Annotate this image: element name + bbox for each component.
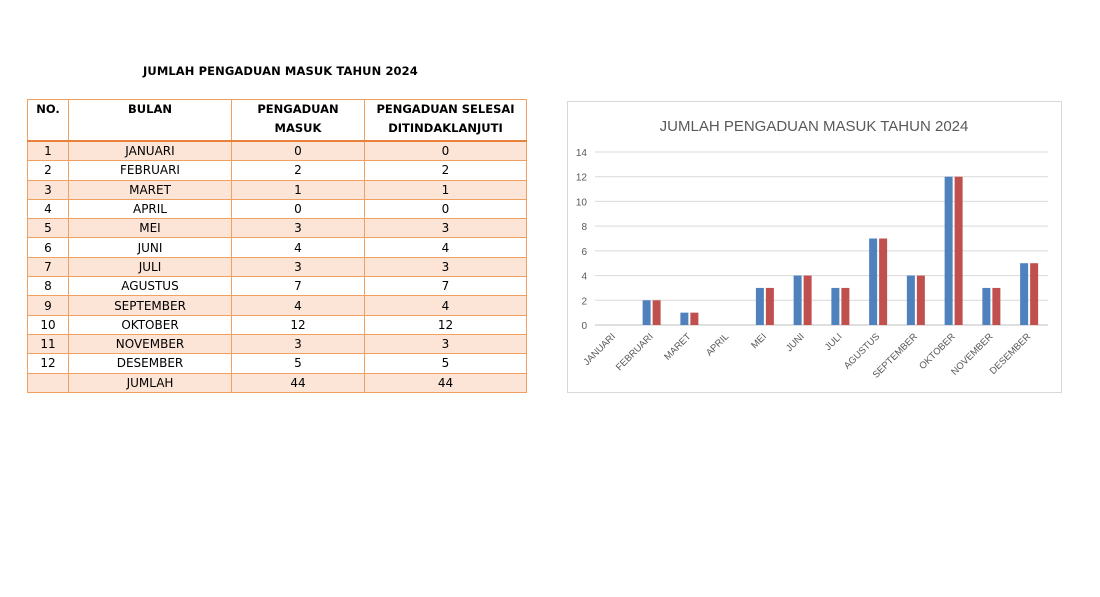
bar-series-2: [917, 276, 925, 325]
y-tick-label: 12: [575, 172, 587, 184]
cell-bulan: FEBRUARI: [69, 161, 232, 180]
cell-no: 5: [28, 219, 69, 238]
bar-series-1: [680, 313, 688, 325]
table-row: [28, 238, 527, 257]
header-selesai: PENGADUAN SELESAI DITINDAKLANJUTI: [365, 100, 527, 142]
x-tick-label: JULI: [822, 331, 845, 353]
cell-bulan: SEPTEMBER: [69, 296, 232, 315]
total-label: JUMLAH: [69, 373, 232, 392]
chart-svg: [568, 102, 1061, 392]
complaints-table: [27, 99, 527, 393]
cell-selesai: 2: [365, 161, 527, 180]
header-masuk: PENGADUAN MASUK: [232, 100, 365, 142]
cell-no: 9: [28, 296, 69, 315]
x-tick-label: MEI: [749, 331, 769, 352]
total-masuk: 44: [232, 373, 365, 392]
cell-masuk: 3: [232, 334, 365, 353]
cell-no: 1: [28, 141, 69, 161]
cell-no: 12: [28, 354, 69, 373]
cell-bulan: JUNI: [69, 238, 232, 257]
cell-bulan: JANUARI: [69, 141, 232, 161]
cell-bulan: DESEMBER: [69, 354, 232, 373]
x-tick-label: FEBRUARI: [613, 331, 656, 374]
y-tick-label: 6: [581, 246, 587, 258]
bar-series-1: [945, 177, 953, 325]
bar-series-2: [690, 313, 698, 325]
y-tick-label: 14: [575, 148, 587, 159]
table-title: JUMLAH PENGADUAN MASUK TAHUN 2024: [143, 64, 418, 78]
cell-masuk: 7: [232, 277, 365, 296]
bar-series-2: [955, 177, 963, 325]
cell-bulan: MARET: [69, 180, 232, 199]
cell-masuk: 2: [232, 161, 365, 180]
x-tick-label: OKTOBER: [917, 331, 958, 372]
header-bulan: BULAN: [69, 100, 232, 142]
cell-masuk: 4: [232, 238, 365, 257]
table-row: [28, 354, 527, 373]
cell-selesai: 4: [365, 238, 527, 257]
table-row: [28, 334, 527, 353]
x-tick-label: APRIL: [704, 331, 732, 359]
cell-masuk: 5: [232, 354, 365, 373]
table-header-row: [28, 100, 527, 142]
cell-selesai: 3: [365, 334, 527, 353]
table-row: [28, 141, 527, 161]
bar-series-1: [643, 300, 651, 325]
cell-selesai: 0: [365, 141, 527, 161]
bar-series-2: [766, 288, 774, 325]
bar-series-1: [1020, 263, 1028, 325]
cell-bulan: JULI: [69, 257, 232, 276]
cell-selesai: 4: [365, 296, 527, 315]
cell-bulan: NOVEMBER: [69, 334, 232, 353]
x-tick-label: NOVEMBER: [949, 331, 996, 378]
cell-masuk: 12: [232, 315, 365, 334]
table-row: [28, 315, 527, 334]
x-tick-label: DESEMBER: [987, 331, 1034, 377]
bar-series-2: [653, 300, 661, 325]
y-tick-label: 8: [581, 222, 587, 234]
cell-selesai: 3: [365, 219, 527, 238]
bar-series-1: [869, 239, 877, 326]
cell-bulan: MEI: [69, 219, 232, 238]
bar-series-2: [992, 288, 1000, 325]
table-row: [28, 277, 527, 296]
y-tick-label: 10: [575, 197, 587, 209]
header-no: NO.: [28, 100, 69, 142]
cell-selesai: 1: [365, 180, 527, 199]
cell-masuk: 0: [232, 199, 365, 218]
table-row: [28, 296, 527, 315]
bar-series-1: [831, 288, 839, 325]
cell-no: 11: [28, 334, 69, 353]
cell-masuk: 4: [232, 296, 365, 315]
y-tick-label: 0: [581, 321, 587, 332]
cell-masuk: 1: [232, 180, 365, 199]
bar-series-2: [804, 276, 812, 325]
cell-masuk: 0: [232, 141, 365, 161]
cell-bulan: AGUSTUS: [69, 277, 232, 296]
cell-selesai: 0: [365, 199, 527, 218]
cell-no: 6: [28, 238, 69, 257]
table-row: [28, 199, 527, 218]
bar-series-1: [794, 276, 802, 325]
x-tick-label: JUNI: [784, 331, 807, 355]
cell-selesai: 3: [365, 257, 527, 276]
table-row: [28, 180, 527, 199]
cell-masuk: 3: [232, 257, 365, 276]
table-row: [28, 161, 527, 180]
cell-no: 10: [28, 315, 69, 334]
cell-masuk: 3: [232, 219, 365, 238]
cell-bulan: APRIL: [69, 199, 232, 218]
total-selesai: 44: [365, 373, 527, 392]
bar-series-2: [841, 288, 849, 325]
table-row: [28, 219, 527, 238]
total-row: [28, 373, 527, 392]
x-tick-label: AGUSTUS: [841, 331, 883, 372]
chart-title: JUMLAH PENGADUAN MASUK TAHUN 2024: [659, 118, 969, 135]
table-row: [28, 257, 527, 276]
cell-selesai: 5: [365, 354, 527, 373]
x-tick-label: JANUARI: [581, 331, 618, 368]
y-tick-label: 2: [581, 296, 587, 308]
cell-bulan: OKTOBER: [69, 315, 232, 334]
bar-series-2: [879, 239, 887, 326]
cell-no: 4: [28, 199, 69, 218]
cell-no: 7: [28, 257, 69, 276]
cell-no: 2: [28, 161, 69, 180]
x-tick-label: MARET: [662, 331, 694, 363]
bar-series-1: [907, 276, 915, 325]
cell-selesai: 12: [365, 315, 527, 334]
cell-no: 3: [28, 180, 69, 199]
total-no: [28, 373, 69, 392]
cell-no: 8: [28, 277, 69, 296]
x-tick-label: SEPTEMBER: [870, 331, 920, 381]
bar-series-2: [1030, 263, 1038, 325]
y-tick-label: 4: [581, 271, 587, 283]
bar-series-1: [982, 288, 990, 325]
cell-selesai: 7: [365, 277, 527, 296]
bar-chart: [567, 101, 1062, 393]
bar-series-1: [756, 288, 764, 325]
